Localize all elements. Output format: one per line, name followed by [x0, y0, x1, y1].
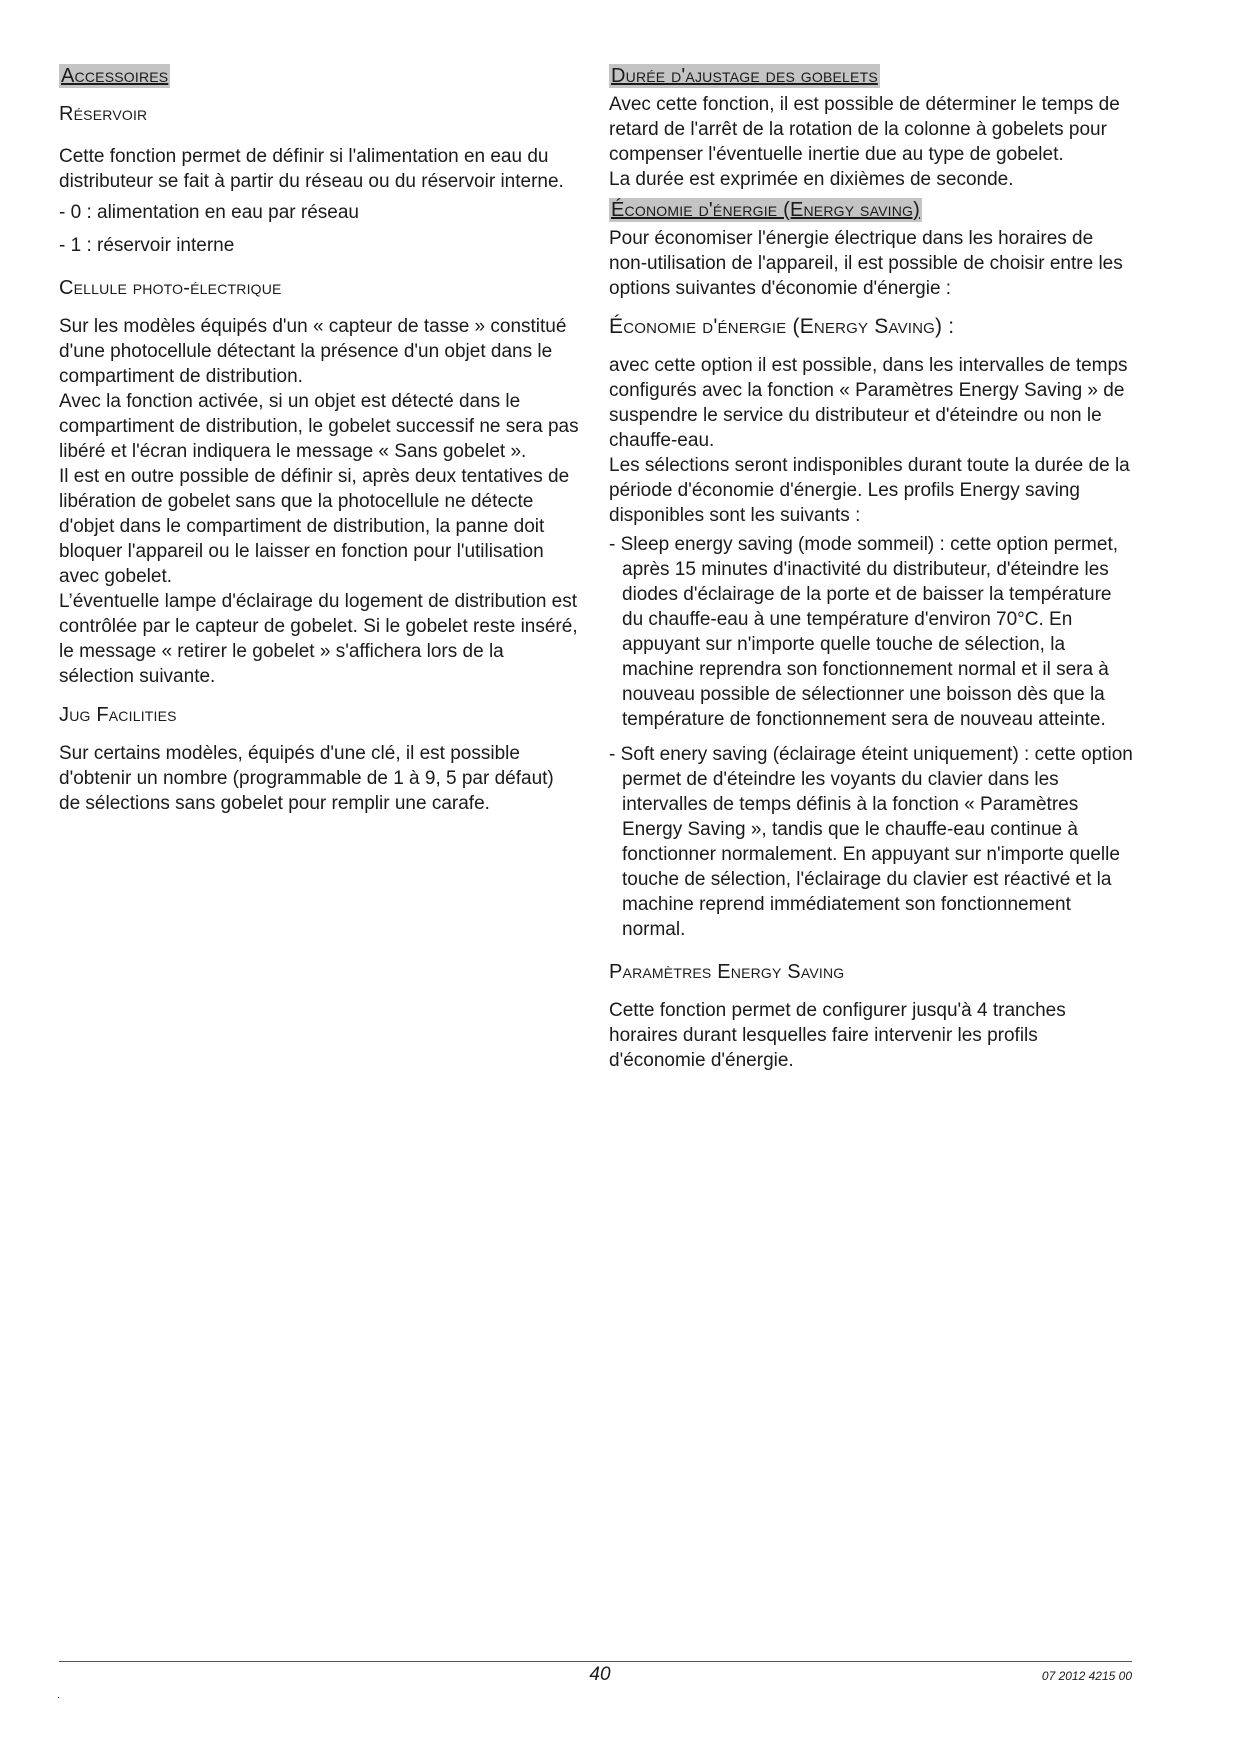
reservoir-description: Cette fonction permet de définir si l'alimentation en eau du distributeur se fait à partir du réseau ou du réservoir interne.	[59, 146, 564, 192]
heading-jug-facilities: Jug Facilities	[59, 704, 177, 726]
section-heading-accessoires: Accessoires	[61, 65, 169, 87]
cellule-paragraph-1: Sur les modèles équipés d'un « capteur de tasse » constitué d'une photocellule détectant la présence d'un objet dans le compartiment de distribution.	[59, 316, 567, 387]
parametres-description: Cette fonction permet de configurer jusqu'à 4 tranches horaires durant lesquelles faire intervenir les profils d'économie d'énergie.	[609, 1000, 1066, 1071]
footer-rule	[59, 1661, 1132, 1662]
cellule-paragraph-4: L’éventuelle lampe d'éclairage du logement de distribution est contrôlée par le capteur de gobelet. Si le gobelet reste inséré, le message « retirer le gobelet » s'affichera lors de la sélection suivante.	[59, 591, 578, 687]
heading-economie-energie: Économie d'énergie (Energy saving)	[611, 199, 920, 221]
profile-soft-energy-saving: - Soft enery saving (éclairage éteint uniquement) : cette option permet de d'éteindre les voyants du clavier dans les intervalles de temps définis à la fonction « Paramètres Energy Saving », tandis que le chauffe-eau continue à fonctionner normalement. En appuyant sur n'importe quelle touche de sélection, l'éclairage du clavier est réactivé et la machine reprend immédiatement son fonctionnement normal.	[609, 744, 1133, 940]
page-number: 40	[589, 1664, 611, 1685]
economie-description: Pour économiser l'énergie électrique dans les horaires de non-utilisation de l'appareil, il est possible de choisir entre les options suivantes d'économie d'énergie :	[609, 228, 1123, 299]
heading-duree-ajustage: Durée d'ajustage des gobelets	[611, 65, 878, 87]
heading-cellule: Cellule photo-électrique	[59, 277, 282, 299]
reservoir-option-1: - 1 : réservoir interne	[59, 235, 235, 256]
economie-option-paragraph-1: avec cette option il est possible, dans les intervalles de temps configurés avec la fonction « Paramètres Energy Saving » de suspendre le service du distributeur et d'éteindre ou non le chauffe-eau.	[609, 355, 1128, 451]
reservoir-option-0: - 0 : alimentation en eau par réseau	[59, 202, 359, 223]
duree-paragraph-2: La durée est exprimée en dixièmes de seconde.	[609, 169, 1014, 190]
corner-mark: .	[57, 1690, 60, 1701]
heading-parametres-energy-saving: Paramètres Energy Saving	[609, 961, 845, 983]
jug-description: Sur certains modèles, équipés d'une clé, il est possible d'obtenir un nombre (programmable de 1 à 9, 5 par défaut) de sélections sans gobelet pour remplir une carafe.	[59, 743, 554, 814]
cellule-paragraph-2: Avec la fonction activée, si un objet est détecté dans le compartiment de distribution, le gobelet successif ne sera pas libéré et l'écran indiquera le message « Sans gobelet ».	[59, 391, 579, 462]
economie-option-paragraph-2: Les sélections seront indisponibles durant toute la durée de la période d'économie d'énergie. Les profils Energy saving disponibles sont les suivants :	[609, 455, 1130, 526]
profile-sleep-energy-saving: - Sleep energy saving (mode sommeil) : cette option permet, après 15 minutes d'inactivité du distributeur, d'éteindre les diodes d'éclairage de la porte et de baisser la température du chauffe-eau à une température d'environ 70°C. En appuyant sur n'importe quelle touche de sélection, la machine reprendra son fonctionnement normal et il sera à nouveau possible de sélectionner une boisson dès que la température de fonctionnement sera de nouveau atteinte.	[609, 534, 1119, 730]
duree-paragraph-1: Avec cette fonction, il est possible de déterminer le temps de retard de l'arrêt de la rotation de la colonne à gobelets pour compenser l'éventuelle inertie due au type de gobelet.	[609, 94, 1120, 165]
heading-reservoir: Réservoir	[59, 103, 148, 125]
document-code: 07 2012 4215 00	[1041, 1669, 1132, 1683]
left-column	[59, 64, 579, 816]
right-column	[609, 64, 1134, 1073]
heading-economie-energie-option: Économie d'énergie (Energy Saving) :	[609, 315, 955, 338]
cellule-paragraph-3: Il est en outre possible de définir si, après deux tentatives de libération de gobelet sans que la photocellule ne détecte d'objet dans le compartiment de distribution, la panne doit bloquer l'appareil ou le laisser en fonction pour l'utilisation avec gobelet.	[59, 466, 570, 587]
